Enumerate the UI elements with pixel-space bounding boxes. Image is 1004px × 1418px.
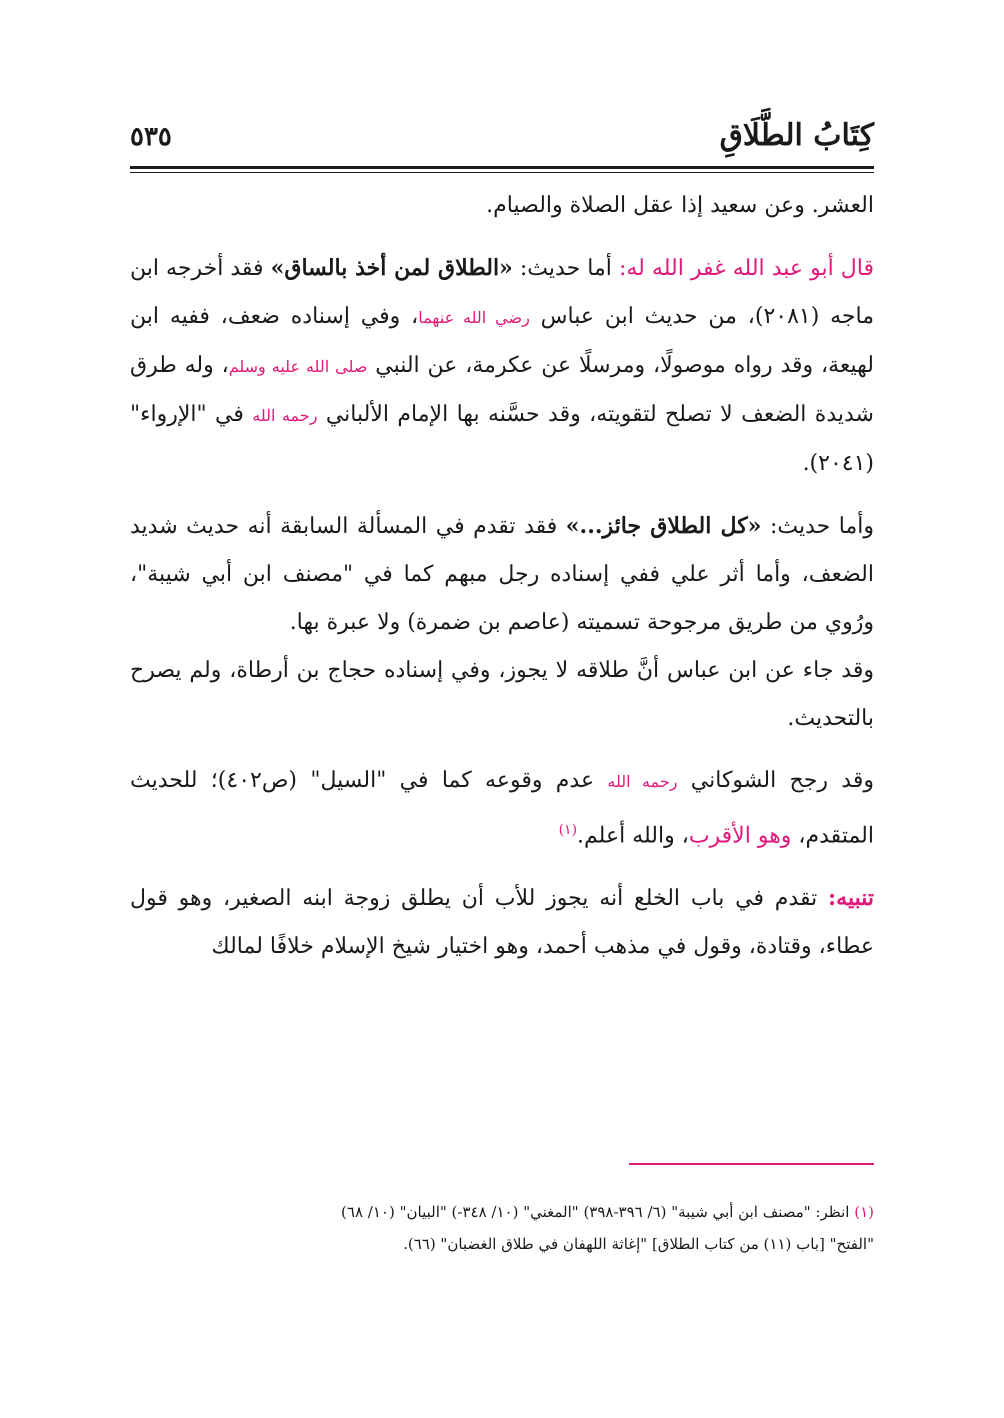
hadith-title-2: «كل الطلاق جائز...» (565, 513, 762, 539)
conclusion-highlight: وهو الأقرب (688, 823, 792, 849)
paragraph-6 (130, 874, 874, 971)
p5-t2: عدم وقوعه كما في "السيل" (ص٤٠٢)؛ للحديث المتقدم، (130, 768, 874, 849)
p3-rest: فقد تقدم في المسألة السابقة أنه حديث شديد الضعف، وأما أثر علي ففي إسناده رجل مبهم كما في "مصنف ابن أبي شيبة"، ورُوي من طريق مرجوحة تسميته (عاصم بن ضمرة) ولا عبرة بها. (130, 514, 874, 635)
footnote-text: "الفتح" [باب (١١) من كتاب الطلاق] "إغاثة اللهفان في طلاق الغضبان" (٦٦). (403, 1235, 874, 1253)
paragraph-5 (130, 757, 874, 860)
footnote-1-line-1 (130, 1196, 874, 1228)
paragraph-4 (130, 647, 874, 743)
footnote-text: انظر: "مصنف ابن أبي شيبة" (٦/ ٣٩٦-٣٩٨) "المغني" (١٠/ ٣٤٨-) "البيان" (١٠/ ٦٨) (341, 1203, 855, 1221)
p5-t1: وقد رجح الشوكاني (677, 768, 874, 793)
honorific-glyph: صلى الله عليه وسلم (228, 357, 368, 376)
main-text (130, 182, 874, 971)
p6-rest: تقدم في باب الخلع أنه يجوز للأب أن يطلق زوجة ابنه الصغير، وهو قول عطاء، وقتادة، وقول في مذهب أحمد، وهو اختيار شيخ الإسلام خلافًا لمالك (130, 886, 874, 960)
honorific-glyph: رحمه الله (607, 772, 678, 791)
hadith-title-1: «الطلاق لمن أخذ بالساق» (270, 255, 513, 281)
p2-t3: ، وله طرق شديدة الضعف لا تصلح لتقويته، وقد حسَّنه بها الإمام الألباني (130, 353, 874, 427)
p2-t2: ، وفي إسناده ضعف، ففيه ابن لهيعة، وقد رواه موصولًا، ومرسلًا عن عكرمة، عن النبي (130, 304, 875, 378)
p2-pre: أما حديث: (512, 256, 619, 281)
footnote-ref-1[interactable]: (١) (558, 822, 578, 838)
p5-t3: ، والله أعلم. (577, 823, 689, 849)
paragraph-2 (130, 244, 874, 488)
header-rule-thick (130, 166, 874, 169)
honorific-glyph: رضي الله عنهما (418, 308, 530, 327)
honorific-glyph: رحمه الله (252, 406, 318, 425)
paragraph-1 (130, 182, 874, 230)
page-number: ٥٣٥ (130, 122, 172, 152)
footnote-1-line-2 (130, 1228, 874, 1260)
p2-t4: في "الإرواء" (٢٠٤١). (130, 402, 874, 476)
footnotes (130, 1196, 874, 1260)
chapter-title: كِتَابُ الطَّلَاقِ (719, 118, 874, 153)
p3-pre: وأما حديث: (761, 514, 874, 539)
author-attribution: قال أبو عبد الله غفر الله له: (618, 256, 874, 281)
footnote-separator (629, 1163, 874, 1165)
footnote-number: (١) (854, 1203, 874, 1221)
note-label: تنبيه: (828, 885, 874, 912)
p2-t1: فقد أخرجه ابن ماجه (٢٠٨١)، من حديث ابن عباس (130, 256, 875, 329)
paragraph-3 (130, 502, 874, 647)
header-rule-thin (130, 172, 874, 173)
p4-text: وقد جاء عن ابن عباس أنَّ طلاقه لا يجوز، وفي إسناده حجاج بن أرطاة، ولم يصرح بالتحديث. (130, 658, 874, 731)
p1-text: العشر. وعن سعيد إذا عقل الصلاة والصيام. (486, 193, 874, 218)
